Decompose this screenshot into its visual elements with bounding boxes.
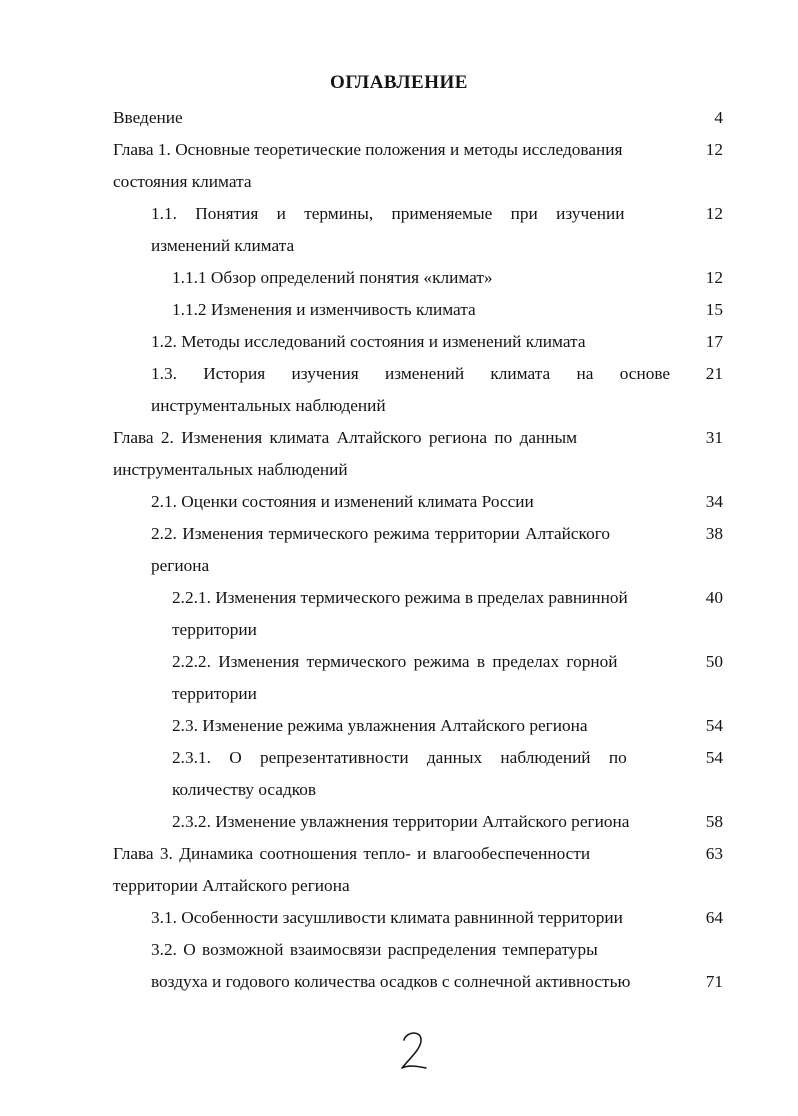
- toc-page-number: 40: [705, 588, 723, 607]
- toc-page-number: 50: [705, 652, 723, 671]
- toc-entry-text: состояния климата: [113, 172, 252, 191]
- toc-entry-2-3[interactable]: [172, 710, 723, 742]
- toc-entry-text: Глава 2. Изменения климата Алтайского региона по данным: [113, 428, 578, 447]
- toc-entry-chapter-2[interactable]: [113, 422, 723, 486]
- toc-entry-text: инструментальных наблюдений: [113, 460, 348, 479]
- toc-page-number: 38: [705, 524, 723, 543]
- toc-entry-text: 1.2. Методы исследований состояния и изменений климата: [151, 332, 586, 351]
- toc-entry-text: Глава 1. Основные теоретические положения и методы исследования: [113, 140, 623, 159]
- toc-page-number: 17: [705, 332, 723, 351]
- toc-page-number: 12: [705, 268, 723, 287]
- toc-entry-2-2[interactable]: [151, 518, 723, 582]
- toc-entry-2-3-2[interactable]: [172, 806, 723, 838]
- toc-entry-text: 2.3. Изменение режима увлажнения Алтайского региона: [172, 716, 588, 735]
- toc-page-number: 54: [705, 716, 723, 735]
- toc-entry-text: 3.1. Особенности засушливости климата равнинной территории: [151, 908, 623, 927]
- toc-entry-3-1[interactable]: [151, 902, 723, 934]
- handwritten-number-2-icon: [396, 1028, 430, 1076]
- toc-entry-text: 1.3. История изучения изменений климата на основе: [151, 364, 671, 383]
- toc-entry-text: воздуха и годового количества осадков с солнечной активностью: [151, 972, 631, 991]
- toc-entry-1-3[interactable]: [151, 358, 723, 422]
- toc-entry-text: 1.1.2 Изменения и изменчивость климата: [172, 300, 476, 319]
- toc-page-number: 12: [705, 140, 723, 159]
- toc-entry-text: 1.1. Понятия и термины, применяемые при изучении: [151, 204, 625, 223]
- toc-entry-introduction[interactable]: [113, 102, 723, 134]
- toc-entry-2-1[interactable]: [151, 486, 723, 518]
- toc-entry-3-2[interactable]: [151, 934, 723, 998]
- toc-entry-text: 2.2.1. Изменения термического режима в пределах равнинной: [172, 588, 628, 607]
- toc-page-number: 21: [705, 364, 723, 383]
- toc-entry-text: 1.1.1 Обзор определений понятия «климат»: [172, 268, 493, 287]
- toc-page-number: 12: [705, 204, 723, 223]
- toc-entry-text: 2.2. Изменения термического режима территории Алтайского: [151, 524, 611, 543]
- toc-page-number: 63: [705, 844, 723, 863]
- toc-entry-text: Глава 3. Динамика соотношения тепло- и влагообеспеченности: [113, 844, 591, 863]
- handwritten-page-number: [396, 1028, 430, 1081]
- toc-entry-text: территории: [172, 684, 257, 703]
- page-title: ОГЛАВЛЕНИЕ: [330, 72, 468, 93]
- toc-page-number: 64: [705, 908, 723, 927]
- toc-entry-1-2[interactable]: [151, 326, 723, 358]
- toc-entry-chapter-1[interactable]: [113, 134, 723, 198]
- toc-entry-1-1[interactable]: [151, 198, 723, 262]
- toc-entry-chapter-3[interactable]: [113, 838, 723, 902]
- toc-page-number: 34: [705, 492, 723, 511]
- toc-entry-1-1-2[interactable]: [172, 294, 723, 326]
- toc-page-number: 58: [705, 812, 723, 831]
- toc-page-number: 71: [705, 972, 723, 991]
- toc-page-number: 4: [714, 108, 723, 127]
- toc-entry-text: изменений климата: [151, 236, 295, 255]
- toc-entry-text: Введение: [113, 108, 183, 127]
- toc-entry-2-2-2[interactable]: [172, 646, 723, 710]
- toc-entry-text: 2.3.2. Изменение увлажнения территории Алтайского региона: [172, 812, 630, 831]
- toc-entry-text: 3.2. О возможной взаимосвязи распределения температуры: [151, 940, 598, 959]
- toc-entry-2-2-1[interactable]: [172, 582, 723, 646]
- toc-entry-text: территории: [172, 620, 257, 639]
- toc-entry-text: территории Алтайского региона: [113, 876, 350, 895]
- toc-entry-text: 2.2.2. Изменения термического режима в пределах горной: [172, 652, 618, 671]
- toc-entry-text: 2.1. Оценки состояния и изменений климата России: [151, 492, 534, 511]
- toc-entry-text: региона: [151, 556, 210, 575]
- toc-page-number: 15: [705, 300, 723, 319]
- toc-entry-2-3-1[interactable]: [172, 742, 723, 806]
- toc-entry-text: инструментальных наблюдений: [151, 396, 386, 415]
- toc-page-number: 54: [705, 748, 723, 767]
- toc-entry-1-1-1[interactable]: [172, 262, 723, 294]
- toc-entry-text: количеству осадков: [172, 780, 317, 799]
- toc-page-number: 31: [705, 428, 723, 447]
- toc-entry-text: 2.3.1. О репрезентативности данных наблюдений по: [172, 748, 627, 767]
